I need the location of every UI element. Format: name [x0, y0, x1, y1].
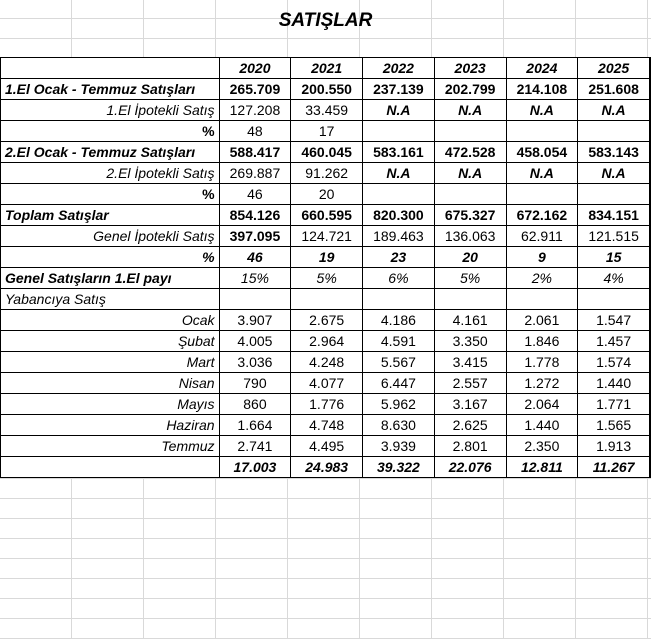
first-hand-cell-2022[interactable]: 237.139 [363, 79, 435, 100]
month-row [1, 352, 651, 373]
foreign-total-corner[interactable] [1, 457, 220, 478]
first-hand-share-label[interactable]: Genel Satışların 1.El payı [1, 268, 220, 289]
month-5-cell-2024[interactable]: 1.440 [506, 415, 578, 436]
month-4-cell-2021[interactable]: 1.776 [291, 394, 363, 415]
month-0-cell-2023[interactable]: 4.161 [434, 310, 506, 331]
first-hand-mortgage-cell-2025[interactable]: N.A [578, 100, 650, 121]
month-5-cell-2022[interactable]: 8.630 [363, 415, 435, 436]
foreign-total-row [1, 457, 651, 478]
total-sales-row [1, 205, 651, 226]
month-row [1, 436, 651, 457]
total-mortgage-cell-2021[interactable]: 124.721 [291, 226, 363, 247]
total-sales-cell-2022[interactable]: 820.300 [363, 205, 435, 226]
month-row [1, 415, 651, 436]
foreign-sales-blank-2021[interactable] [291, 289, 363, 310]
foreign-sales-blank-2023[interactable] [434, 289, 506, 310]
first-hand-mortgage-row [1, 100, 651, 121]
month-3-cell-2025[interactable]: 1.440 [578, 373, 650, 394]
second-hand-cell-2025[interactable]: 583.143 [578, 142, 650, 163]
total-mortgage-label[interactable]: Genel İpotekli Satış [1, 226, 220, 247]
second-hand-pct-cell-2021[interactable]: 20 [291, 184, 363, 205]
month-2-cell-2021[interactable]: 4.248 [291, 352, 363, 373]
second-hand-row [1, 142, 651, 163]
month-0-cell-2022[interactable]: 4.186 [363, 310, 435, 331]
first-hand-cell-2020[interactable]: 265.709 [219, 79, 291, 100]
second-hand-mortgage-row [1, 163, 651, 184]
total-sales-cell-2020[interactable]: 854.126 [219, 205, 291, 226]
month-4-cell-2023[interactable]: 3.167 [434, 394, 506, 415]
month-label[interactable]: Haziran [1, 415, 220, 436]
month-0-cell-2025[interactable]: 1.547 [578, 310, 650, 331]
total-mortgage-row [1, 226, 651, 247]
second-hand-pct-cell-2023[interactable] [434, 184, 506, 205]
first-hand-pct-cell-2022[interactable] [363, 121, 435, 142]
total-sales-cell-2025[interactable]: 834.151 [578, 205, 650, 226]
foreign-total-cell-2025[interactable]: 11.267 [578, 457, 650, 478]
first-hand-pct-label[interactable]: % [1, 121, 220, 142]
month-1-cell-2025[interactable]: 1.457 [578, 331, 650, 352]
first-hand-pct-cell-2024[interactable] [506, 121, 578, 142]
total-pct-cell-2025[interactable]: 15 [578, 247, 650, 268]
total-pct-cell-2024[interactable]: 9 [506, 247, 578, 268]
total-pct-label[interactable]: % [1, 247, 220, 268]
first-hand-share-cell-2020[interactable]: 15% [219, 268, 291, 289]
month-5-cell-2025[interactable]: 1.565 [578, 415, 650, 436]
first-hand-cell-2024[interactable]: 214.108 [506, 79, 578, 100]
first-hand-mortgage-cell-2022[interactable]: N.A [363, 100, 435, 121]
month-1-cell-2022[interactable]: 4.591 [363, 331, 435, 352]
first-hand-pct-cell-2023[interactable] [434, 121, 506, 142]
month-6-cell-2022[interactable]: 3.939 [363, 436, 435, 457]
month-5-cell-2023[interactable]: 2.625 [434, 415, 506, 436]
first-hand-label[interactable]: 1.El Ocak - Temmuz Satışları [1, 79, 220, 100]
second-hand-pct-label[interactable]: % [1, 184, 220, 205]
month-6-cell-2020[interactable]: 2.741 [219, 436, 291, 457]
month-5-cell-2020[interactable]: 1.664 [219, 415, 291, 436]
month-label[interactable]: Şubat [1, 331, 220, 352]
total-pct-cell-2022[interactable]: 23 [363, 247, 435, 268]
total-pct-cell-2020[interactable]: 46 [219, 247, 291, 268]
first-hand-share-cell-2023[interactable]: 5% [434, 268, 506, 289]
second-hand-cell-2020[interactable]: 588.417 [219, 142, 291, 163]
month-6-cell-2025[interactable]: 1.913 [578, 436, 650, 457]
second-hand-mortgage-cell-2025[interactable]: N.A [578, 163, 650, 184]
second-hand-mortgage-cell-2023[interactable]: N.A [434, 163, 506, 184]
first-hand-mortgage-label[interactable]: 1.El İpotekli Satış [1, 100, 220, 121]
month-3-cell-2020[interactable]: 790 [219, 373, 291, 394]
first-hand-cell-2023[interactable]: 202.799 [434, 79, 506, 100]
second-hand-mortgage-cell-2021[interactable]: 91.262 [291, 163, 363, 184]
month-4-cell-2020[interactable]: 860 [219, 394, 291, 415]
month-0-cell-2024[interactable]: 2.061 [506, 310, 578, 331]
month-2-cell-2025[interactable]: 1.574 [578, 352, 650, 373]
month-row [1, 373, 651, 394]
total-pct-cell-2023[interactable]: 20 [434, 247, 506, 268]
sheet-title: SATIŞLAR [278, 10, 373, 31]
year-header-2025[interactable]: 2025 [578, 58, 650, 79]
total-pct-cell-2021[interactable]: 19 [291, 247, 363, 268]
month-label[interactable]: Ocak [1, 310, 220, 331]
total-mortgage-cell-2024[interactable]: 62.911 [506, 226, 578, 247]
first-hand-mortgage-cell-2021[interactable]: 33.459 [291, 100, 363, 121]
month-label[interactable]: Mart [1, 352, 220, 373]
first-hand-row [1, 79, 651, 100]
foreign-sales-blank-2025[interactable] [578, 289, 650, 310]
foreign-total-cell-2022[interactable]: 39.322 [363, 457, 435, 478]
year-header-2020[interactable]: 2020 [219, 58, 291, 79]
foreign-sales-blank-2020[interactable] [219, 289, 291, 310]
foreign-total-cell-2023[interactable]: 22.076 [434, 457, 506, 478]
month-2-cell-2024[interactable]: 1.778 [506, 352, 578, 373]
first-hand-pct-cell-2021[interactable]: 17 [291, 121, 363, 142]
month-1-cell-2024[interactable]: 1.846 [506, 331, 578, 352]
month-3-cell-2024[interactable]: 1.272 [506, 373, 578, 394]
month-0-cell-2021[interactable]: 2.675 [291, 310, 363, 331]
second-hand-pct-cell-2025[interactable] [578, 184, 650, 205]
total-pct-row [1, 247, 651, 268]
total-sales-cell-2021[interactable]: 660.595 [291, 205, 363, 226]
month-label[interactable]: Mayıs [1, 394, 220, 415]
second-hand-mortgage-cell-2022[interactable]: N.A [363, 163, 435, 184]
year-header-row [1, 58, 651, 79]
second-hand-mortgage-label[interactable]: 2.El İpotekli Satış [1, 163, 220, 184]
month-4-cell-2022[interactable]: 5.962 [363, 394, 435, 415]
month-3-cell-2021[interactable]: 4.077 [291, 373, 363, 394]
first-hand-cell-2021[interactable]: 200.550 [291, 79, 363, 100]
first-hand-mortgage-cell-2020[interactable]: 127.208 [219, 100, 291, 121]
year-header-2022[interactable]: 2022 [363, 58, 435, 79]
first-hand-share-cell-2021[interactable]: 5% [291, 268, 363, 289]
foreign-sales-blank-2024[interactable] [506, 289, 578, 310]
first-hand-pct-row [1, 121, 651, 142]
first-hand-share-cell-2022[interactable]: 6% [363, 268, 435, 289]
second-hand-pct-cell-2022[interactable] [363, 184, 435, 205]
month-5-cell-2021[interactable]: 4.748 [291, 415, 363, 436]
month-1-cell-2021[interactable]: 2.964 [291, 331, 363, 352]
month-2-cell-2022[interactable]: 5.567 [363, 352, 435, 373]
sales-table [0, 57, 651, 478]
month-6-cell-2023[interactable]: 2.801 [434, 436, 506, 457]
header-corner-cell[interactable] [1, 58, 220, 79]
second-hand-cell-2023[interactable]: 472.528 [434, 142, 506, 163]
second-hand-label[interactable]: 2.El Ocak - Temmuz Satışları [1, 142, 220, 163]
month-row [1, 394, 651, 415]
foreign-sales-header-row [1, 289, 651, 310]
second-hand-cell-2022[interactable]: 583.161 [363, 142, 435, 163]
foreign-total-cell-2024[interactable]: 12.811 [506, 457, 578, 478]
year-header-2021[interactable]: 2021 [291, 58, 363, 79]
month-1-cell-2023[interactable]: 3.350 [434, 331, 506, 352]
total-mortgage-cell-2022[interactable]: 189.463 [363, 226, 435, 247]
month-6-cell-2021[interactable]: 4.495 [291, 436, 363, 457]
month-4-cell-2024[interactable]: 2.064 [506, 394, 578, 415]
first-hand-pct-cell-2025[interactable] [578, 121, 650, 142]
month-label[interactable]: Nisan [1, 373, 220, 394]
second-hand-cell-2021[interactable]: 460.045 [291, 142, 363, 163]
first-hand-share-cell-2024[interactable]: 2% [506, 268, 578, 289]
first-hand-share-row [1, 268, 651, 289]
month-row [1, 331, 651, 352]
year-header-2024[interactable]: 2024 [506, 58, 578, 79]
total-mortgage-cell-2023[interactable]: 136.063 [434, 226, 506, 247]
month-3-cell-2023[interactable]: 2.557 [434, 373, 506, 394]
total-mortgage-cell-2025[interactable]: 121.515 [578, 226, 650, 247]
year-header-2023[interactable]: 2023 [434, 58, 506, 79]
month-3-cell-2022[interactable]: 6.447 [363, 373, 435, 394]
foreign-sales-blank-2022[interactable] [363, 289, 435, 310]
month-4-cell-2025[interactable]: 1.771 [578, 394, 650, 415]
first-hand-mortgage-cell-2024[interactable]: N.A [506, 100, 578, 121]
month-6-cell-2024[interactable]: 2.350 [506, 436, 578, 457]
month-2-cell-2020[interactable]: 3.036 [219, 352, 291, 373]
total-sales-cell-2023[interactable]: 675.327 [434, 205, 506, 226]
total-sales-label[interactable]: Toplam Satışlar [1, 205, 220, 226]
month-2-cell-2023[interactable]: 3.415 [434, 352, 506, 373]
second-hand-mortgage-cell-2024[interactable]: N.A [506, 163, 578, 184]
first-hand-cell-2025[interactable]: 251.608 [578, 79, 650, 100]
first-hand-pct-cell-2020[interactable]: 48 [219, 121, 291, 142]
second-hand-pct-cell-2024[interactable] [506, 184, 578, 205]
month-row [1, 310, 651, 331]
foreign-total-cell-2021[interactable]: 24.983 [291, 457, 363, 478]
month-0-cell-2020[interactable]: 3.907 [219, 310, 291, 331]
total-mortgage-cell-2020[interactable]: 397.095 [219, 226, 291, 247]
month-1-cell-2020[interactable]: 4.005 [219, 331, 291, 352]
second-hand-pct-cell-2020[interactable]: 46 [219, 184, 291, 205]
month-label[interactable]: Temmuz [1, 436, 220, 457]
foreign-total-cell-2020[interactable]: 17.003 [219, 457, 291, 478]
second-hand-pct-row [1, 184, 651, 205]
total-sales-cell-2024[interactable]: 672.162 [506, 205, 578, 226]
foreign-sales-label[interactable]: Yabancıya Satış [1, 289, 220, 310]
first-hand-share-cell-2025[interactable]: 4% [578, 268, 650, 289]
first-hand-mortgage-cell-2023[interactable]: N.A [434, 100, 506, 121]
second-hand-cell-2024[interactable]: 458.054 [506, 142, 578, 163]
second-hand-mortgage-cell-2020[interactable]: 269.887 [219, 163, 291, 184]
